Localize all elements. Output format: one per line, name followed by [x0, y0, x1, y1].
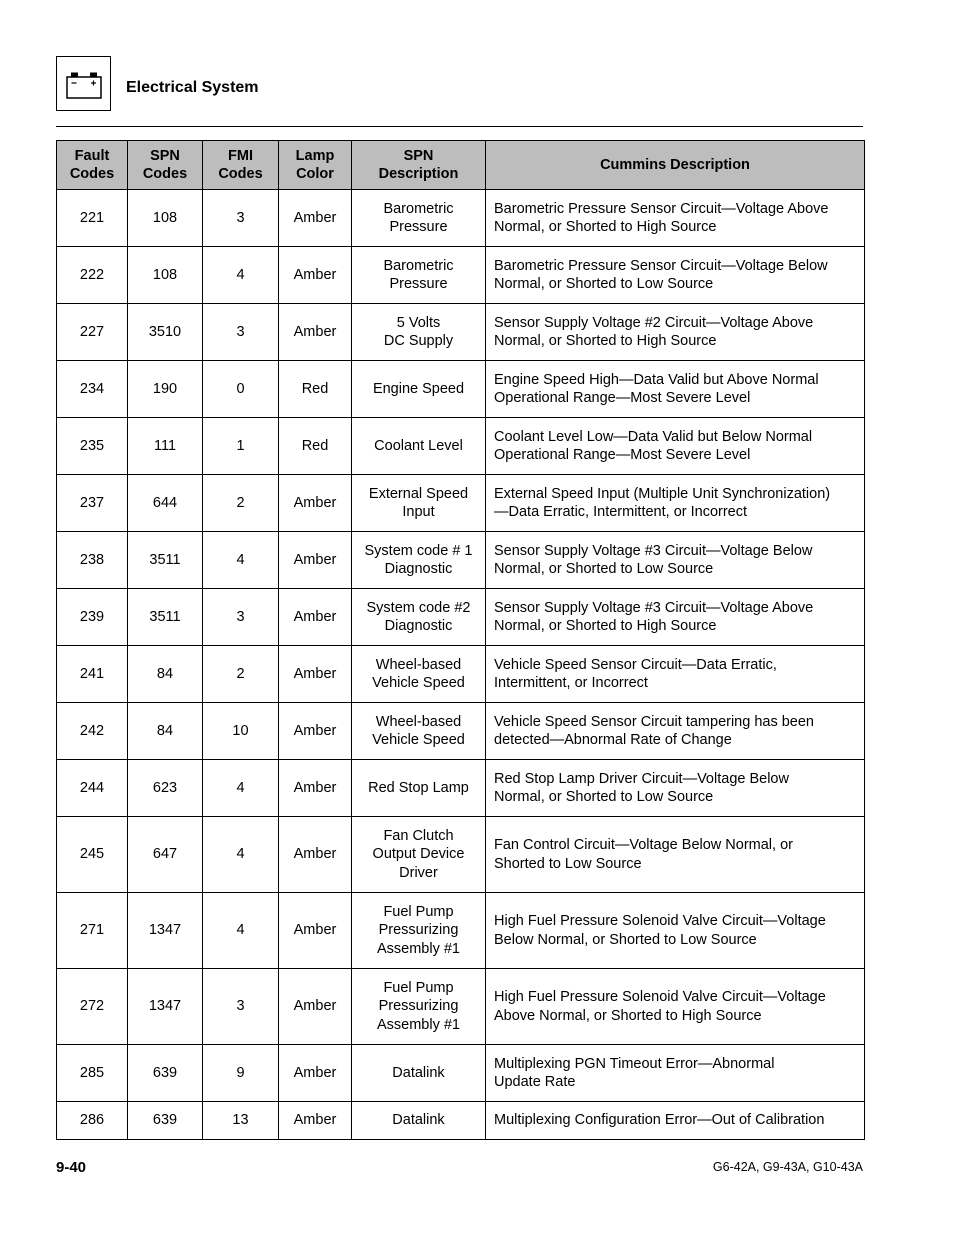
spn-code-cell: 623 — [128, 760, 203, 817]
cell-text-line: DC Supply — [383, 333, 454, 349]
cummins-description-cell — [486, 589, 865, 646]
cell-text-line: Red Stop Lamp Driver Circuit—Voltage Below — [494, 770, 789, 787]
spn-description-cell — [352, 361, 486, 418]
spn-description-cell — [352, 532, 486, 589]
cell-text-line: Coolant Level Low—Data Valid but Below Normal — [494, 428, 813, 445]
spn-code-cell: 84 — [128, 703, 203, 760]
fault-code-cell: 222 — [57, 247, 128, 304]
table-row — [57, 361, 865, 418]
spn-description-cell — [352, 304, 486, 361]
header-label-line: Codes — [142, 166, 188, 182]
cummins-description-cell — [486, 817, 865, 893]
header-label-line: Lamp — [295, 147, 335, 164]
fault-code-cell: 286 — [57, 1102, 128, 1140]
fault-code-cell: 235 — [57, 418, 128, 475]
spn-code-cell: 84 — [128, 646, 203, 703]
lamp-color-cell: Amber — [279, 190, 352, 247]
table-row — [57, 1102, 865, 1140]
table-row — [57, 532, 865, 589]
cell-text-line: High Fuel Pressure Solenoid Valve Circuit—Voltage — [494, 913, 826, 929]
table-row — [57, 760, 865, 817]
cell-text-line: Sensor Supply Voltage #3 Circuit—Voltage Below — [494, 542, 813, 559]
spn-description-cell — [352, 190, 486, 247]
cell-text-line: Barometric Pressure Sensor Circuit—Voltage Above — [494, 200, 829, 217]
battery-icon — [57, 57, 110, 110]
cell-text-line: Update Rate — [494, 1074, 576, 1090]
cell-text-line: Pressure — [389, 276, 448, 292]
header-label-line: Color — [296, 166, 334, 182]
page-number: 9-40 — [56, 1159, 87, 1176]
fmi-code-cell: 10 — [203, 703, 279, 760]
spn-code-cell: 3511 — [128, 532, 203, 589]
header-spn-codes — [128, 141, 203, 190]
lamp-color-cell: Amber — [279, 475, 352, 532]
model-numbers: G6-42A, G9-43A, G10-43A — [712, 1160, 863, 1174]
spn-description-cell — [352, 475, 486, 532]
table-row — [57, 646, 865, 703]
fault-code-cell: 238 — [57, 532, 128, 589]
spn-code-cell: 108 — [128, 190, 203, 247]
lamp-color-cell: Amber — [279, 817, 352, 893]
header-rule — [56, 126, 863, 127]
cummins-description-cell — [486, 190, 865, 247]
header-lamp-color — [279, 141, 352, 190]
spn-code-cell: 1347 — [128, 969, 203, 1045]
fault-codes-table — [56, 140, 865, 1140]
spn-description-cell — [352, 1045, 486, 1102]
fmi-code-cell: 9 — [203, 1045, 279, 1102]
cummins-description-cell — [486, 304, 865, 361]
lamp-color-cell: Amber — [279, 589, 352, 646]
fmi-code-cell: 3 — [203, 190, 279, 247]
cell-text-line: Datalink — [392, 1112, 445, 1129]
cell-text-line: External Speed — [368, 485, 469, 502]
cell-text-line: Operational Range—Most Severe Level — [494, 390, 751, 406]
cell-text-line: Datalink — [392, 1064, 445, 1081]
spn-code-cell: 644 — [128, 475, 203, 532]
header-label-line: SPN — [403, 147, 434, 164]
cell-text-line: Multiplexing PGN Timeout Error—Abnormal — [494, 1055, 775, 1072]
fmi-code-cell: 3 — [203, 589, 279, 646]
lamp-color-cell: Red — [279, 418, 352, 475]
fmi-code-cell: 2 — [203, 646, 279, 703]
spn-description-cell — [352, 760, 486, 817]
cell-text-line: System code #2 — [366, 599, 471, 616]
cell-text-line: Assembly #1 — [376, 940, 460, 957]
lamp-color-cell: Amber — [279, 969, 352, 1045]
fault-code-cell: 271 — [57, 893, 128, 969]
fmi-code-cell: 4 — [203, 247, 279, 304]
table-header-row — [57, 141, 865, 190]
fmi-code-cell: 3 — [203, 304, 279, 361]
cell-text-line: Sensor Supply Voltage #2 Circuit—Voltage Above — [494, 314, 814, 331]
cell-text-line: Fuel Pump — [383, 903, 454, 920]
spn-code-cell: 639 — [128, 1102, 203, 1140]
section-title: Electrical System — [126, 79, 259, 96]
cell-text-line: Assembly #1 — [376, 1016, 460, 1033]
cell-text-line: Pressure — [389, 219, 448, 235]
header-cummins-description — [486, 141, 865, 190]
fmi-code-cell: 13 — [203, 1102, 279, 1140]
cell-text-line: Vehicle Speed — [372, 675, 465, 691]
cell-text-line: 5 Volts — [396, 314, 441, 331]
fmi-code-cell: 2 — [203, 475, 279, 532]
fault-code-cell: 245 — [57, 817, 128, 893]
cell-text-line: System code # 1 — [364, 542, 473, 559]
fault-code-cell: 272 — [57, 969, 128, 1045]
spn-description-cell — [352, 703, 486, 760]
fmi-code-cell: 1 — [203, 418, 279, 475]
table-row — [57, 589, 865, 646]
header-label-line: Codes — [218, 166, 263, 182]
cell-text-line: Coolant Level — [374, 437, 463, 454]
cell-text-line: Fuel Pump — [383, 979, 454, 996]
cell-text-line: Operational Range—Most Severe Level — [494, 447, 751, 463]
fmi-code-cell: 4 — [203, 532, 279, 589]
cummins-description-cell — [486, 361, 865, 418]
cummins-description-cell — [486, 532, 865, 589]
fault-code-cell: 227 — [57, 304, 128, 361]
cell-text-line: Below Normal, or Shorted to Low Source — [494, 931, 757, 948]
header-fault-codes — [57, 141, 128, 190]
fault-code-cell: 241 — [57, 646, 128, 703]
spn-description-cell — [352, 418, 486, 475]
spn-code-cell: 3511 — [128, 589, 203, 646]
cell-text-line: Driver — [399, 864, 438, 881]
cell-text-line: Engine Speed High—Data Valid but Above Normal — [494, 371, 819, 388]
lamp-color-cell: Amber — [279, 893, 352, 969]
cell-text-line: Shorted to Low Source — [494, 855, 642, 872]
spn-description-cell — [352, 817, 486, 893]
cell-text-line: Barometric — [383, 257, 454, 274]
cell-text-line: Wheel-based — [375, 656, 462, 673]
cell-text-line: Vehicle Speed — [372, 732, 465, 748]
cell-text-line: Fan Control Circuit—Voltage Below Normal, or — [494, 837, 793, 853]
cell-text-line: Engine Speed — [372, 380, 465, 397]
table-row — [57, 703, 865, 760]
table-body — [57, 190, 865, 1140]
fmi-code-cell: 4 — [203, 760, 279, 817]
lamp-color-cell: Amber — [279, 760, 352, 817]
fault-code-cell: 221 — [57, 190, 128, 247]
header-spn-description — [352, 141, 486, 190]
cell-text-line: Wheel-based — [375, 713, 462, 730]
fault-code-cell: 242 — [57, 703, 128, 760]
fmi-code-cell: 3 — [203, 969, 279, 1045]
cummins-description-cell — [486, 475, 865, 532]
header-label-line: FMI — [228, 147, 253, 164]
cell-text-line: —Data Erratic, Intermittent, or Incorrect — [494, 504, 748, 520]
section-icon-box — [56, 56, 111, 111]
spn-code-cell: 190 — [128, 361, 203, 418]
cell-text-line: Sensor Supply Voltage #3 Circuit—Voltage Above — [494, 599, 814, 616]
spn-description-cell — [352, 589, 486, 646]
cell-text-line: Normal, or Shorted to Low Source — [494, 789, 714, 805]
cell-text-line: Red Stop Lamp — [368, 779, 469, 796]
spn-description-cell — [352, 969, 486, 1045]
cell-text-line: Intermittent, or Incorrect — [494, 675, 648, 691]
table-row — [57, 1045, 865, 1102]
lamp-color-cell: Amber — [279, 532, 352, 589]
cummins-description-cell — [486, 893, 865, 969]
cell-text-line: Vehicle Speed Sensor Circuit tampering has been — [494, 713, 814, 730]
spn-description-cell — [352, 1102, 486, 1140]
cell-text-line: Diagnostic — [384, 561, 453, 577]
cummins-description-cell — [486, 760, 865, 817]
cummins-description-cell — [486, 646, 865, 703]
cell-text-line: Pressurizing — [378, 998, 459, 1015]
header-label-line: Fault — [74, 147, 110, 164]
cell-text-line: Fan Clutch — [383, 827, 454, 844]
table-row — [57, 190, 865, 247]
cummins-description-cell — [486, 1102, 865, 1140]
fmi-code-cell: 0 — [203, 361, 279, 418]
table-row — [57, 475, 865, 532]
cell-text-line: Input — [402, 504, 435, 520]
table-row — [57, 304, 865, 361]
lamp-color-cell: Amber — [279, 703, 352, 760]
lamp-color-cell: Amber — [279, 1102, 352, 1140]
cell-text-line: Diagnostic — [384, 618, 453, 634]
cell-text-line: External Speed Input (Multiple Unit Synchronization) — [494, 485, 831, 502]
cummins-description-cell — [486, 247, 865, 304]
lamp-color-cell: Red — [279, 361, 352, 418]
cummins-description-cell — [486, 1045, 865, 1102]
cummins-description-cell — [486, 969, 865, 1045]
header-label-line: Codes — [69, 166, 115, 182]
cell-text-line: Pressurizing — [378, 922, 459, 939]
spn-description-cell — [352, 247, 486, 304]
spn-code-cell: 639 — [128, 1045, 203, 1102]
spn-code-cell: 1347 — [128, 893, 203, 969]
cell-text-line: Multiplexing Configuration Error—Out of Calibration — [494, 1112, 825, 1129]
fault-code-cell: 234 — [57, 361, 128, 418]
cell-text-line: Normal, or Shorted to High Source — [494, 219, 717, 235]
fmi-code-cell: 4 — [203, 893, 279, 969]
cummins-description-cell — [486, 418, 865, 475]
cell-text-line: Normal, or Shorted to Low Source — [494, 276, 714, 292]
cell-text-line: Barometric Pressure Sensor Circuit—Voltage Below — [494, 257, 828, 274]
cell-text-line: Normal, or Shorted to High Source — [494, 333, 717, 349]
header-fmi-codes — [203, 141, 279, 190]
fault-code-cell: 285 — [57, 1045, 128, 1102]
fault-code-cell: 237 — [57, 475, 128, 532]
spn-code-cell: 647 — [128, 817, 203, 893]
fault-code-cell: 244 — [57, 760, 128, 817]
spn-description-cell — [352, 646, 486, 703]
lamp-color-cell: Amber — [279, 646, 352, 703]
lamp-color-cell: Amber — [279, 247, 352, 304]
table-row — [57, 817, 865, 893]
table-row — [57, 418, 865, 475]
cell-text-line: detected—Abnormal Rate of Change — [494, 732, 732, 748]
cell-text-line: Above Normal, or Shorted to High Source — [494, 1007, 762, 1024]
cell-text-line: Vehicle Speed Sensor Circuit—Data Erratic, — [494, 656, 777, 673]
spn-code-cell: 3510 — [128, 304, 203, 361]
spn-description-cell — [352, 893, 486, 969]
header-label-line: Cummins Description — [600, 156, 750, 173]
cell-text-line: Output Device — [372, 846, 465, 863]
fmi-code-cell: 4 — [203, 817, 279, 893]
table-row — [57, 969, 865, 1045]
spn-code-cell: 108 — [128, 247, 203, 304]
cell-text-line: Normal, or Shorted to High Source — [494, 618, 717, 634]
cell-text-line: High Fuel Pressure Solenoid Valve Circuit—Voltage — [494, 989, 826, 1005]
header-label-line: Description — [378, 166, 459, 182]
table-row — [57, 247, 865, 304]
lamp-color-cell: Amber — [279, 304, 352, 361]
table-row — [57, 893, 865, 969]
header-label-line: SPN — [150, 147, 180, 164]
cummins-description-cell — [486, 703, 865, 760]
spn-code-cell: 111 — [128, 418, 203, 475]
lamp-color-cell: Amber — [279, 1045, 352, 1102]
cell-text-line: Normal, or Shorted to Low Source — [494, 561, 714, 577]
fault-code-cell: 239 — [57, 589, 128, 646]
cell-text-line: Barometric — [383, 200, 454, 217]
